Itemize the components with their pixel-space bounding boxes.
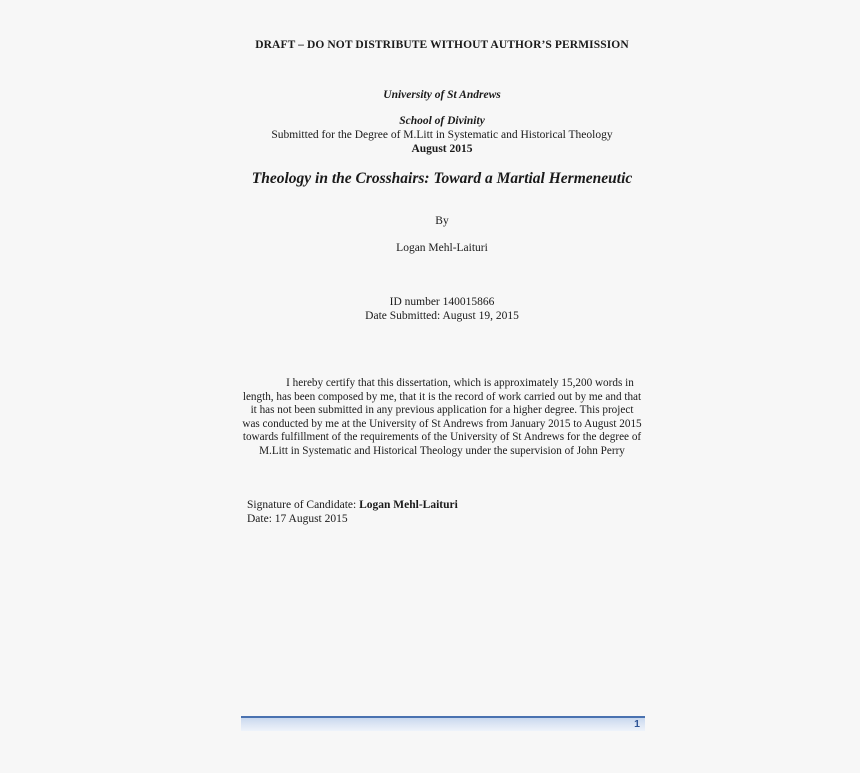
certification-line: was conducted by me at the University of St Andrews from January 2015 to August 2015	[242, 417, 642, 430]
author-name: Logan Mehl-Laituri	[396, 242, 488, 254]
signature-line	[247, 499, 458, 513]
draft-notice: DRAFT – DO NOT DISTRIBUTE WITHOUT AUTHOR’S PERMISSION	[255, 39, 629, 51]
certification-line-text: I hereby certify that this dissertation, which is approximately 15,200 words in	[286, 377, 634, 389]
degree-statement: Submitted for the Degree of M.Litt in Systematic and Historical Theology	[271, 129, 613, 141]
date-submitted: Date Submitted: August 19, 2015	[365, 310, 519, 322]
signature-label: Signature of Candidate:	[247, 499, 360, 511]
certification-line: M.Litt in Systematic and Historical Theology under the supervision of John Perry	[259, 444, 625, 457]
signature-date: Date: 17 August 2015	[247, 512, 348, 525]
id-number: ID number 140015866	[389, 296, 495, 308]
page-number: 1	[634, 718, 640, 730]
certification-paragraph	[208, 377, 676, 459]
by-label: By	[435, 215, 449, 227]
page-footer-bar	[241, 716, 645, 731]
school-name: School of Divinity	[399, 115, 485, 127]
thesis-title: Theology in the Crosshairs: Toward a Martial Hermeneutic	[251, 170, 633, 187]
certification-line	[208, 377, 676, 391]
certification-line: it has not been submitted in any previous application for a higher degree. This project	[250, 404, 634, 417]
university-name: University of St Andrews	[383, 89, 501, 101]
signature-block	[247, 499, 458, 526]
certification-line: length, has been composed by me, that it is the record of work carried out by me and that	[242, 390, 642, 403]
signature-name: Logan Mehl-Laituri	[359, 499, 458, 511]
submission-month: August 2015	[411, 143, 473, 155]
certification-line: towards fulfillment of the requirements of the University of St Andrews for the degree of	[242, 431, 642, 444]
